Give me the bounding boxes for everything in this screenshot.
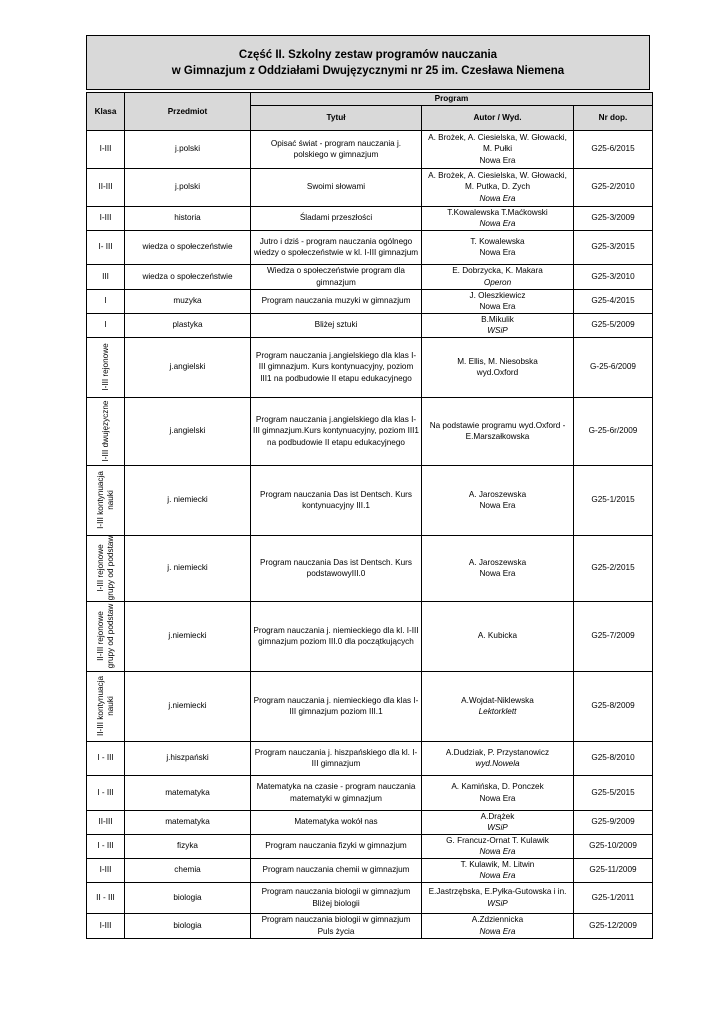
cell-klasa: I — [87, 289, 125, 313]
cell-tytul: Program nauczania biologii w gimnazjum Bliżej biologii — [251, 882, 422, 913]
publisher-name: Nowa Era — [479, 569, 516, 578]
cell-tytul: Matematyka wokół nas — [251, 810, 422, 834]
cell-klasa: II-III — [87, 168, 125, 206]
cell-tytul: Program nauczania j.angielskiego dla klas I-III gimnazjum. Kurs kontynuacyjny, poziom III1 na podbudowie II etapu edukacyjnego — [251, 337, 422, 397]
klasa-label: I-III kontynuacja nauki — [95, 471, 115, 529]
cell-klasa: I- III — [87, 230, 125, 264]
author-name: T.Kowalewska T.Maćkowski — [447, 207, 548, 217]
cell-nr-dop: G25-9/2009 — [574, 810, 653, 834]
publisher-name: Nowa Era — [479, 302, 516, 311]
cell-autor — [422, 465, 574, 535]
klasa-label: I-III rejonowe — [100, 343, 110, 391]
cell-nr-dop: G25-12/2009 — [574, 913, 653, 938]
document-sheet — [86, 35, 650, 939]
cell-autor — [422, 913, 574, 938]
cell-klasa — [87, 465, 125, 535]
table-row — [87, 313, 653, 337]
cell-przedmiot: j. niemiecki — [125, 535, 251, 601]
cell-nr-dop: G25-7/2009 — [574, 601, 653, 671]
publisher-name: wyd.Nowela — [475, 759, 520, 768]
table-row — [87, 671, 653, 741]
publisher-name: Nowa Era — [479, 193, 516, 203]
cell-klasa: III — [87, 264, 125, 289]
cell-autor — [422, 130, 574, 168]
author-name: B.Mikulik — [481, 314, 514, 324]
publisher-name: Lektorklett — [478, 707, 517, 716]
cell-nr-dop: G25-6/2015 — [574, 130, 653, 168]
cell-autor — [422, 741, 574, 775]
cell-klasa: I-III — [87, 858, 125, 882]
cell-nr-dop: G25-1/2015 — [574, 465, 653, 535]
cell-nr-dop: G25-2/2015 — [574, 535, 653, 601]
cell-tytul: Program nauczania Das ist Dentsch. Kurs kontynuacyjny III.1 — [251, 465, 422, 535]
table-row — [87, 206, 653, 230]
cell-autor — [422, 810, 574, 834]
author-name: M. Ellis, M. Niesobska — [457, 356, 538, 366]
cell-autor — [422, 535, 574, 601]
table-row — [87, 264, 653, 289]
cell-autor — [422, 775, 574, 810]
cell-klasa: I-III — [87, 913, 125, 938]
table-row — [87, 168, 653, 206]
publisher-name: Nowa Era — [479, 248, 516, 257]
author-name: A. Jaroszewska — [468, 557, 527, 567]
cell-nr-dop: G25-10/2009 — [574, 834, 653, 858]
cell-klasa — [87, 397, 125, 465]
table-row — [87, 289, 653, 313]
cell-nr-dop: G-25-6/2009 — [574, 337, 653, 397]
cell-autor — [422, 206, 574, 230]
publisher-name: Nowa Era — [479, 793, 516, 803]
author-name: E.Jastrzębska, E.Pyłka-Gutowska i in. — [428, 887, 567, 896]
cell-klasa: I-III — [87, 130, 125, 168]
author-name: A.Zdziennicka — [471, 915, 524, 924]
cell-autor — [422, 230, 574, 264]
table-row — [87, 913, 653, 938]
table-row — [87, 601, 653, 671]
cell-przedmiot: j.polski — [125, 130, 251, 168]
cell-tytul: Wiedza o społeczeństwie program dla gimnazjum — [251, 264, 422, 289]
publisher-name: Nowa Era — [479, 847, 516, 856]
cell-przedmiot: historia — [125, 206, 251, 230]
cell-klasa — [87, 601, 125, 671]
publisher-name: WSiP — [487, 898, 508, 908]
table-row — [87, 834, 653, 858]
cell-tytul: Program nauczania j.angielskiego dla klas I-III gimnazjum.Kurs kontynuacyjny, poziom III1 na podbudowie II etapu edukacyjnego — [251, 397, 422, 465]
table-row — [87, 882, 653, 913]
cell-autor — [422, 264, 574, 289]
title-line-2: w Gimnazjum z Oddziałami Dwujęzycznymi nr 25 im. Czesława Niemena — [171, 64, 565, 77]
table-row — [87, 810, 653, 834]
publisher-name: Operon — [483, 277, 512, 287]
title-line-1: Część II. Szkolny zestaw programów nauczania — [238, 48, 498, 61]
publisher-name: Nowa Era — [479, 155, 516, 165]
cell-przedmiot: j.angielski — [125, 337, 251, 397]
cell-tytul: Bliżej sztuki — [251, 313, 422, 337]
author-name: A. Kamińska, D. Ponczek — [451, 782, 544, 791]
table-body — [87, 130, 653, 938]
publisher-name: WSiP — [487, 326, 508, 335]
cell-autor — [422, 858, 574, 882]
cell-tytul: Matematyka na czasie - program nauczania matematyki w gimnazjum — [251, 775, 422, 810]
cell-tytul: Jutro i dziś - program nauczania ogólnego wiedzy o społeczeństwie w kl. I-III gimnazjum — [251, 230, 422, 264]
cell-przedmiot: matematyka — [125, 775, 251, 810]
cell-przedmiot: fizyka — [125, 834, 251, 858]
klasa-label: II-III kontynuacja nauki — [95, 675, 115, 737]
table-row — [87, 230, 653, 264]
author-name: A.Dudziak, P. Przystanowicz — [445, 747, 550, 757]
cell-tytul: Śladami przeszłości — [251, 206, 422, 230]
author-name: A. Brożek, A. Ciesielska, W. Głowacki, M. Pułki — [428, 132, 567, 154]
cell-tytul: Program nauczania Das ist Dentsch. Kurs podstawowyIII.0 — [251, 535, 422, 601]
publisher-name: Nowa Era — [479, 926, 516, 936]
cell-tytul: Program nauczania j. niemieckiego dla kl. I-III gimnazjum poziom III.0 dla początkujących — [251, 601, 422, 671]
cell-przedmiot: j.hiszpański — [125, 741, 251, 775]
cell-tytul: Program nauczania fizyki w gimnazjum — [251, 834, 422, 858]
cell-nr-dop: G-25-6r/2009 — [574, 397, 653, 465]
cell-autor — [422, 601, 574, 671]
cell-przedmiot: biologia — [125, 913, 251, 938]
table-row — [87, 741, 653, 775]
cell-nr-dop: G25-4/2015 — [574, 289, 653, 313]
table-row — [87, 465, 653, 535]
cell-tytul: Program nauczania j. hiszpańskiego dla kl. I-III gimnazjum — [251, 741, 422, 775]
cell-autor — [422, 882, 574, 913]
author-name: A. Brożek, A. Ciesielska, W. Głowacki, M. Putka, D. Zych — [428, 170, 567, 192]
cell-klasa: I - III — [87, 834, 125, 858]
table-row — [87, 337, 653, 397]
header-autor: Autor / Wyd. — [422, 105, 574, 130]
cell-klasa — [87, 337, 125, 397]
header-klasa: Klasa — [87, 93, 125, 131]
cell-autor — [422, 289, 574, 313]
cell-klasa — [87, 671, 125, 741]
cell-nr-dop: G25-8/2010 — [574, 741, 653, 775]
table-row — [87, 775, 653, 810]
cell-przedmiot: matematyka — [125, 810, 251, 834]
cell-autor — [422, 337, 574, 397]
cell-tytul: Swoimi słowami — [251, 168, 422, 206]
table-row — [87, 535, 653, 601]
cell-przedmiot: j.niemiecki — [125, 671, 251, 741]
cell-przedmiot: j.angielski — [125, 397, 251, 465]
publisher-name: E.Marszałkowska — [465, 432, 530, 441]
author-name: A. Jaroszewska — [468, 489, 527, 499]
author-name: E. Dobrzycka, K. Makara — [452, 266, 543, 275]
table-row — [87, 858, 653, 882]
klasa-label: I-III dwujęzyczne — [100, 400, 110, 462]
cell-nr-dop: G25-5/2009 — [574, 313, 653, 337]
cell-klasa: I - III — [87, 775, 125, 810]
author-name: T. Kowalewska — [470, 236, 525, 246]
program-table — [86, 92, 653, 939]
cell-przedmiot: j. niemiecki — [125, 465, 251, 535]
table-row — [87, 130, 653, 168]
header-program: Program — [251, 93, 653, 106]
klasa-label: II-III rejonowe grupy od podstaw — [95, 603, 115, 669]
cell-nr-dop: G25-3/2015 — [574, 230, 653, 264]
cell-tytul: Program nauczania muzyki w gimnazjum — [251, 289, 422, 313]
cell-nr-dop: G25-5/2015 — [574, 775, 653, 810]
cell-nr-dop: G25-2/2010 — [574, 168, 653, 206]
cell-tytul: Opisać świat - program nauczania j. polskiego w gimnazjum — [251, 130, 422, 168]
author-name: A.Drążek — [480, 811, 515, 821]
publisher-name: Nowa Era — [479, 219, 516, 228]
page-title — [86, 35, 650, 90]
cell-autor — [422, 313, 574, 337]
publisher-name: WSiP — [487, 823, 508, 832]
cell-przedmiot: j.niemiecki — [125, 601, 251, 671]
cell-przedmiot: wiedza o społeczeństwie — [125, 264, 251, 289]
cell-nr-dop: G25-3/2010 — [574, 264, 653, 289]
header-przedmiot: Przedmiot — [125, 93, 251, 131]
cell-przedmiot: biologia — [125, 882, 251, 913]
table-header — [87, 93, 653, 131]
cell-klasa: I — [87, 313, 125, 337]
author-name: G. Francuz-Ornat T. Kulawik — [446, 835, 549, 845]
cell-nr-dop: G25-8/2009 — [574, 671, 653, 741]
cell-nr-dop: G25-1/2011 — [574, 882, 653, 913]
author-name: A.Wojdat-Niklewska — [461, 695, 534, 705]
cell-przedmiot: muzyka — [125, 289, 251, 313]
publisher-name: wyd.Oxford — [476, 368, 519, 377]
table-row — [87, 397, 653, 465]
author-name: Na podstawie programu wyd.Oxford - — [429, 420, 566, 430]
header-nr: Nr dop. — [574, 105, 653, 130]
cell-klasa: I - III — [87, 741, 125, 775]
cell-przedmiot: j.polski — [125, 168, 251, 206]
cell-autor — [422, 168, 574, 206]
publisher-name: Nowa Era — [479, 501, 516, 510]
cell-nr-dop: G25-11/2009 — [574, 858, 653, 882]
author-name: T. Kulawik, M. Litwin — [460, 859, 535, 869]
cell-autor — [422, 834, 574, 858]
cell-przedmiot: wiedza o społeczeństwie — [125, 230, 251, 264]
klasa-label: I-III rejonowe grupy od podstaw — [95, 535, 115, 601]
author-name: J. Oleszkiewicz — [469, 290, 526, 300]
cell-autor — [422, 671, 574, 741]
publisher-name: Nowa Era — [479, 871, 516, 880]
cell-klasa — [87, 535, 125, 601]
cell-klasa: II-III — [87, 810, 125, 834]
cell-autor — [422, 397, 574, 465]
cell-klasa: II - III — [87, 882, 125, 913]
cell-przedmiot: chemia — [125, 858, 251, 882]
cell-tytul: Program nauczania j. niemieckiego dla klas I-III gimnazjum poziom III.1 — [251, 671, 422, 741]
cell-przedmiot: plastyka — [125, 313, 251, 337]
cell-nr-dop: G25-3/2009 — [574, 206, 653, 230]
cell-tytul: Program nauczania biologii w gimnazjum Puls życia — [251, 913, 422, 938]
header-tytul: Tytuł — [251, 105, 422, 130]
cell-klasa: I-III — [87, 206, 125, 230]
cell-tytul: Program nauczania chemii w gimnazjum — [251, 858, 422, 882]
author-name: A. Kubicka — [477, 631, 518, 641]
